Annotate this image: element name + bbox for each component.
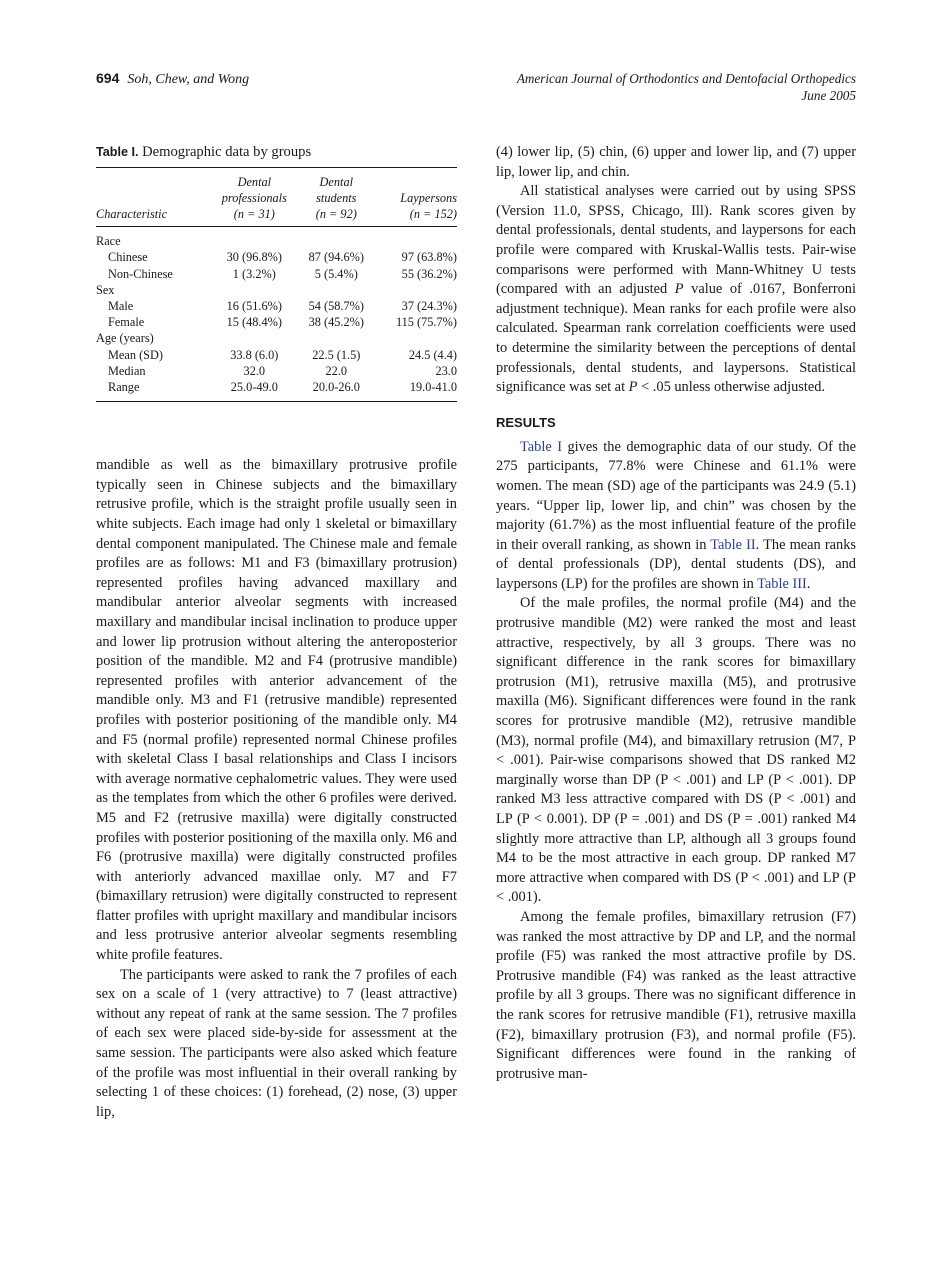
table-cell: 1 (3.2%)	[232, 266, 276, 281]
table-row	[96, 347, 457, 363]
row-label: Median	[108, 363, 146, 378]
table-row	[96, 298, 457, 314]
table-caption	[96, 143, 457, 163]
row-label: Male	[108, 299, 134, 314]
row-label: Non-Chinese	[108, 266, 173, 281]
table-row	[96, 233, 457, 249]
journal-name: American Journal of Orthodontics and Dentofacial Orthopedics	[516, 71, 856, 86]
left-column	[96, 143, 457, 1122]
table-cell: 22.0	[325, 363, 348, 378]
table-2-link[interactable]: Table II	[710, 536, 756, 553]
column-header: Dental professionals (n = 31)	[221, 174, 287, 221]
table-row	[96, 266, 457, 282]
table-row	[96, 363, 457, 379]
table-cell: 20.0-26.0	[312, 380, 360, 395]
table-cell: 25.0-49.0	[230, 380, 278, 395]
table-row	[96, 314, 457, 330]
body-paragraph: Of the male profiles, the normal profile (M4) and the protrusive mandible (M2) were ranked the most and least attractive, respectively, by all 3 groups. There was no significant difference in the rank scores for bimaxillary protrusion (M1), retrusive maxilla (M5), and protrusive maxilla (M6). Significant differences were found in the rank scores for protrusive mandible (M2), retrusive mandible (M3), normal profile (M4), and bimaxillary retrusion (M7, P < .001). Pair-wise comparisons showed that DS ranked M2 marginally worse than DP (P < .001) and LP (P < .001). DP ranked M3 less attractive compared with DS (P < .001) and LP (P < 0.001). DP (P = .001) and DS (P = .001) ranked M4 slightly more attractive than LP, although all 3 groups found M4 to be the most attractive in each group. DP ranked M7 more attractive when compared with DS (P < .001) and LP (P < .001).	[496, 595, 856, 906]
table-row	[96, 282, 457, 298]
table-cell: 32.0	[243, 363, 266, 378]
table-label: Table I.	[96, 145, 139, 159]
table-cell	[210, 282, 299, 298]
table-1	[96, 143, 457, 402]
header-right	[517, 70, 856, 104]
table-header-row	[96, 168, 457, 225]
row-label: Female	[108, 315, 145, 330]
column-header: Laypersons (n = 152)	[400, 190, 457, 221]
table-cell: 16 (51.6%)	[226, 299, 282, 314]
table-cell: 15 (48.4%)	[226, 315, 282, 330]
table-cell	[374, 233, 457, 249]
table-title: Demographic data by groups	[142, 144, 312, 160]
row-label: Mean (SD)	[108, 347, 163, 362]
body-paragraph: (4) lower lip, (5) chin, (6) upper and lower lip, and (7) upper lip, lower lip, and chin.	[496, 144, 856, 180]
table-cell: 19.0-41.0	[409, 380, 457, 395]
issue-date: June 2005	[801, 88, 856, 103]
table-cell: 54 (58.7%)	[308, 299, 364, 314]
table-cell: 97 (63.8%)	[401, 250, 457, 265]
body-paragraph: Table I gives the demographic data of our study. Of the 275 participants, 77.8% were Chinese and 61.1% were women. The mean (SD) age of the participants was 24.9 (5.1) years. “Upper lip, lower lip, and chin” was chosen by the majority (61.7%) as the most influential feature of the profile in their overall ranking, as shown in Table II. The mean ranks of dental professionals (DP), dental students (DS), and laypersons (LP) for the profiles are shown in Table III.	[496, 438, 856, 592]
table-cell: 38 (45.2%)	[308, 315, 364, 330]
table-cell: 5 (5.4%)	[314, 266, 358, 281]
body-paragraph: The participants were asked to rank the 7 profiles of each sex on a scale of 1 (very attractive) to 7 (least attractive) without any repeat of rank at the same session. The 7 profiles of each sex were placed side-by-side for assessment at the same session. The participants were also asked which feature of the profile was most influential in their overall ranking by selecting 1 of these choices: (1) forehead, (2) nose, (3) upper lip,	[96, 966, 457, 1120]
body-paragraph: Among the female profiles, bimaxillary retrusion (F7) was ranked the most attractive by DP and LP, and the normal profile (F5) was ranked the most attractive profile by DS. Protrusive mandible (F4) was ranked as the least attractive profile by all 3 groups. There was no significant difference in the rank scores for retrusive mandible (F1), retrusive maxilla (F2), bimaxillary protrusion (F3), and normal profile (F5). Significant differences were found in the ranking of protrusive man-	[496, 908, 856, 1082]
row-label: Age (years)	[96, 331, 154, 346]
body-paragraph: mandible as well as the bimaxillary protrusive profile typically seen in Chinese subjects and the bimaxillary retrusive profile, which is the straight profile usually seen in white subjects. Each image had only 1 skeletal or bimaxillary dental component manipulated. The Chinese male and female profiles are as follows: M1 and F3 (bimaxillary protrusion) represented profiles having advanced maxillary and mandibular anterior alveolar segments with increased maxillary and mandibular incisal inclination to produce upper and lower lip protrusion without altering the anteroposterior position of the mandible. M2 and F4 (protrusive mandible) represented profiles with anterior advancement of the mandible only. M3 and F1 (retrusive mandible) represented profiles with posterior positioning of the mandible only. M4 and F5 (normal profile) represented normal Chinese profiles with skeletal Class I basal relationships and Class I incisors with average normative cephalometric values. They were used as the templates from which the other 6 profiles were derived. M5 and F2 (retrusive maxilla) were digitally constructed profiles with posterior positioning of the maxilla only. M6 and F6 (protrusive maxilla) were digitally constructed profiles with anteriorly advanced maxillae only. M7 and F7 (bimaxillary retrusion) were digitally constructed to represent flatter profiles with upright maxillary and mandibular incisors and less protrusive anterior alveolar segments resembling white profile features.	[96, 457, 457, 964]
table-cell: 23.0	[435, 363, 457, 378]
row-label: Range	[108, 380, 140, 395]
table-row	[96, 330, 457, 346]
table-row	[96, 379, 457, 395]
column-header: Dental students (n = 92)	[315, 174, 357, 221]
table-cell: 33.8 (6.0)	[230, 347, 279, 362]
column-header: Characteristic	[96, 207, 168, 221]
table-cell	[299, 282, 374, 298]
table-cell: 30 (96.8%)	[226, 250, 282, 265]
page-number: 694	[96, 70, 120, 86]
row-label: Race	[96, 234, 121, 249]
table-cell	[374, 282, 457, 298]
table-row	[96, 249, 457, 265]
table-cell: 87 (94.6%)	[308, 250, 364, 265]
table-cell	[299, 330, 374, 346]
body-paragraph: All statistical analyses were carried out by using SPSS (Version 11.0, SPSS, Chicago, Ill). Rank scores given by dental professionals, dental students, and laypersons for each profile were compared with Kruskal-Wallis tests. Pair-wise comparisons were performed with Mann-Whitney U tests (compared with an adjusted P value of .0167, Bonferroni adjustment technique). Mean ranks for each profile were also calculated. Spearman rank correlation coefficients were used to determine the similarity between the perceptions of dental professionals, dental students, and laypersons. Statistical significance was set at P < .05 unless otherwise adjusted.	[496, 183, 856, 396]
table-cell: 115 (75.7%)	[395, 315, 457, 330]
table-3-link[interactable]: Table III	[757, 575, 807, 592]
section-heading-results: RESULTS	[496, 414, 556, 430]
table-cell: 22.5 (1.5)	[312, 347, 361, 362]
table-cell	[374, 330, 457, 346]
page-header	[96, 70, 856, 106]
table-cell: 37 (24.3%)	[401, 299, 457, 314]
table-cell	[210, 233, 299, 249]
row-label: Sex	[96, 282, 115, 297]
table-cell	[299, 233, 374, 249]
table-cell: 55 (36.2%)	[401, 266, 457, 281]
demographics-table	[96, 168, 457, 396]
header-left	[96, 70, 249, 88]
table-cell: 24.5 (4.4)	[408, 347, 457, 362]
right-column	[496, 143, 856, 1084]
row-label: Chinese	[108, 250, 148, 265]
table-cell	[210, 330, 299, 346]
running-authors: Soh, Chew, and Wong	[127, 72, 250, 87]
table-1-link[interactable]: Table I	[520, 438, 563, 455]
table-body	[96, 233, 457, 395]
